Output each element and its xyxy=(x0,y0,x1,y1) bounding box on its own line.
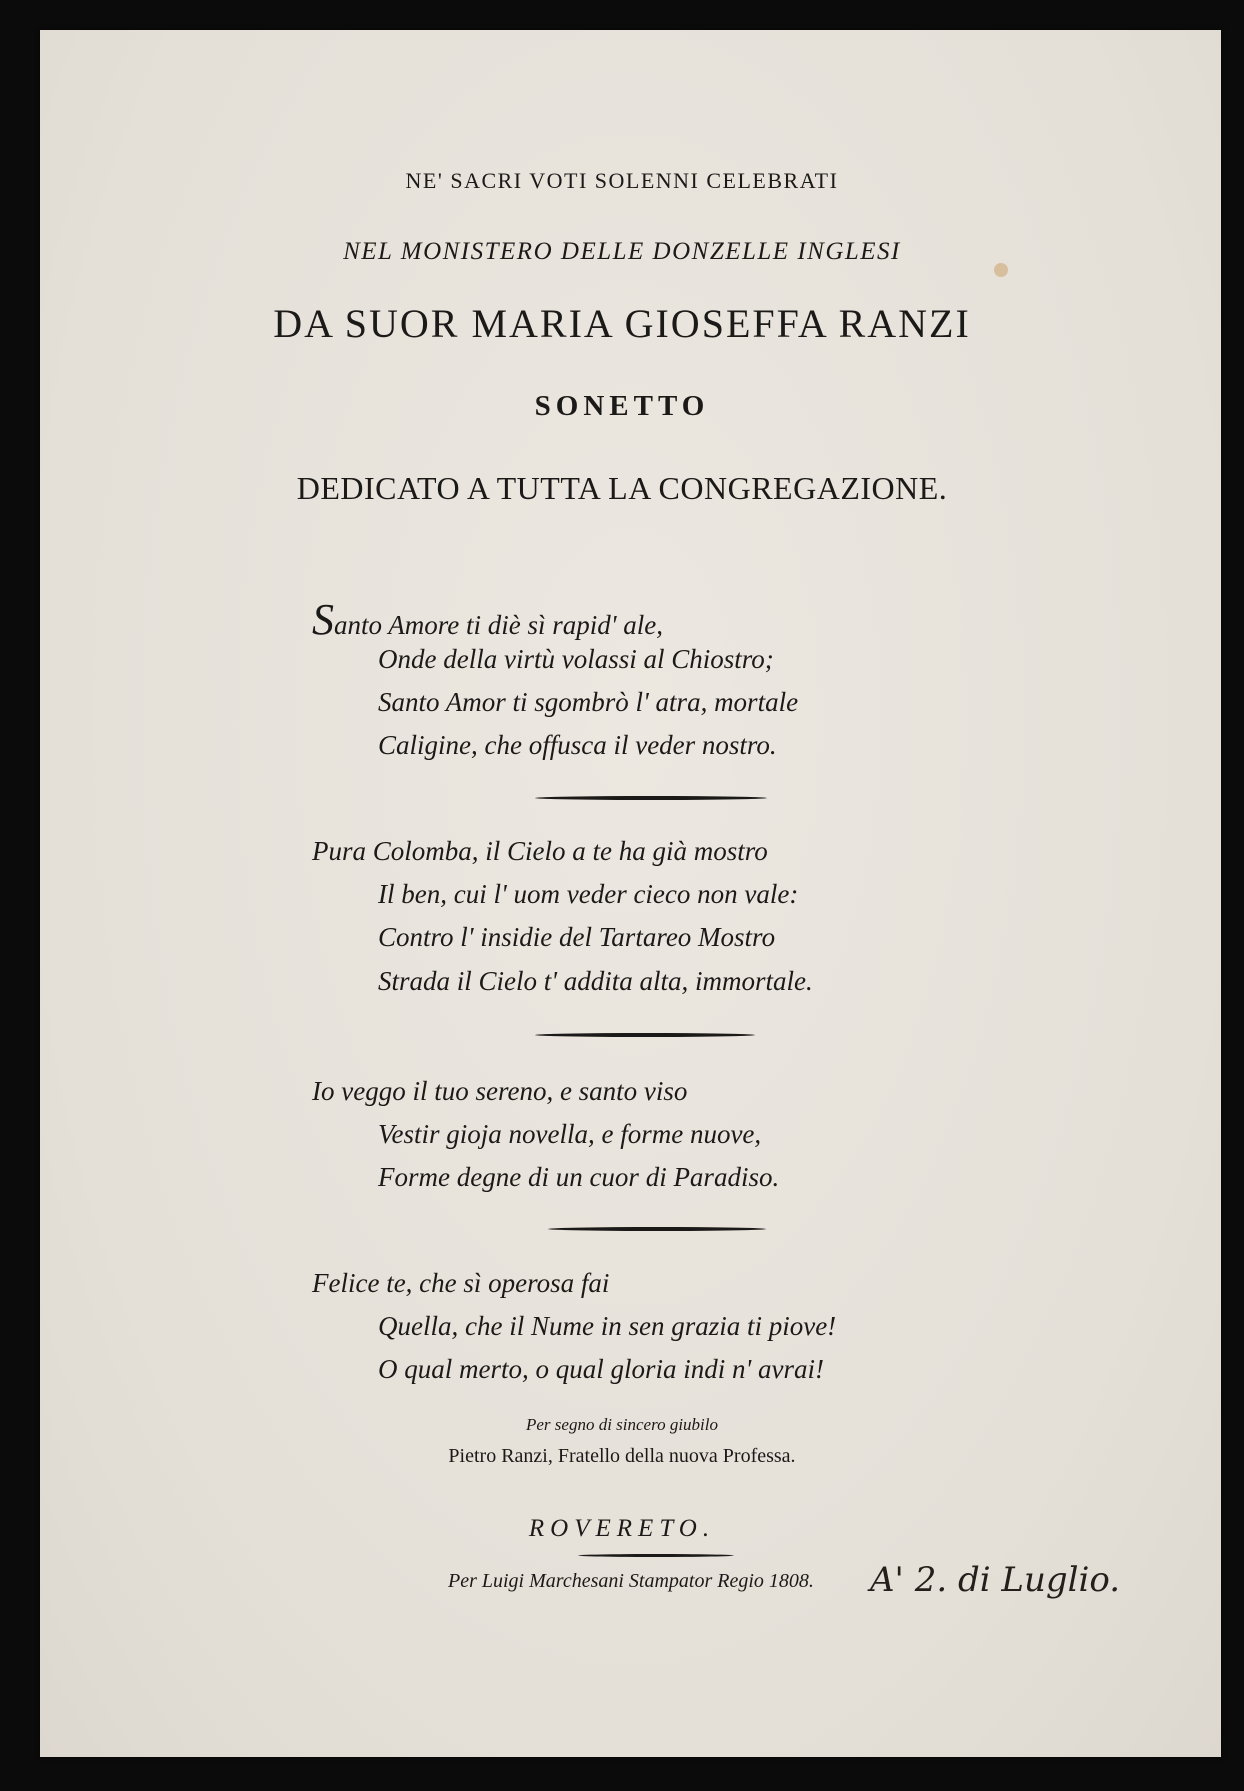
heading-dedication: DEDICATO A TUTTA LA CONGREGAZIONE. xyxy=(296,470,948,506)
stanza-1-line-1: Santo Amore ti diè sì rapid' ale, xyxy=(312,595,664,644)
stanza-2-line-2: Il ben, cui l' uom veder cieco non vale: xyxy=(378,879,799,909)
stanza-3-line-2: Vestir gioja novella, e forme nuove, xyxy=(378,1119,762,1149)
stanza-2-line-1: Pura Colomba, il Cielo a te ha già mostro xyxy=(312,836,768,866)
drop-cap: S xyxy=(312,595,334,644)
heading-name: DA SUOR MARIA GIOSEFFA RANZI xyxy=(273,301,971,346)
stanza-4-line-2: Quella, che il Nume in sen grazia ti piove! xyxy=(378,1311,837,1341)
heading-line-2: NEL MONISTERO DELLE DONZELLE INGLESI xyxy=(343,238,901,265)
heading-line-1: NE' SACRI VOTI SOLENNI CELEBRATI xyxy=(405,168,839,193)
stanza-3-line-3: Forme degne di un cuor di Paradiso. xyxy=(378,1162,780,1192)
stanza-4-line-3: O qual merto, o qual gloria indi n' avrai! xyxy=(378,1354,825,1384)
printer-imprint: Per Luigi Marchesani Stampator Regio 1808. xyxy=(448,1570,814,1592)
stanza-4-line-1: Felice te, che sì operosa fai xyxy=(312,1268,610,1298)
place-of-printing: ROVERETO. xyxy=(528,1515,716,1542)
stanza-divider xyxy=(548,1227,766,1231)
place-underline xyxy=(578,1554,734,1557)
stanza-3-line-1: Io veggo il tuo sereno, e santo viso xyxy=(312,1076,688,1106)
stanza-1-line-3: Santo Amor ti sgombrò l' atra, mortale xyxy=(378,687,799,717)
stanza-2-line-4: Strada il Cielo t' addita alta, immortale. xyxy=(378,966,813,996)
signature-dedication: Per segno di sincero giubilo xyxy=(525,1415,718,1434)
heading-sonetto: SONETTO xyxy=(534,390,710,422)
stanza-divider xyxy=(535,796,767,800)
stanza-divider xyxy=(535,1033,755,1037)
handwritten-date: A' 2. di Luglio. xyxy=(870,1560,1121,1600)
signature-name: Pietro Ranzi, Fratello della nuova Professa. xyxy=(448,1445,796,1467)
stanza-1-line-2: Onde della virtù volassi al Chiostro; xyxy=(378,644,774,674)
stanza-2-line-3: Contro l' insidie del Tartareo Mostro xyxy=(378,922,776,952)
stanza-1-line-4: Caligine, che offusca il veder nostro. xyxy=(378,730,777,760)
